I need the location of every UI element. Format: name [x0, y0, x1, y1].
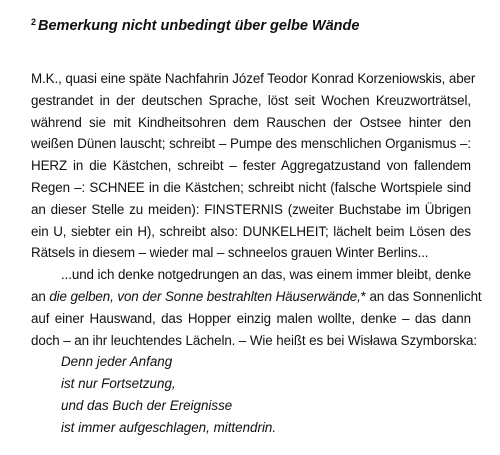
poem-quote [61, 351, 471, 438]
text-line: an dieser Stelle zu meiden): FINSTERNIS (zweiter Buchstabe im Übrigen [31, 201, 471, 217]
text-line: HERZ in die Kästchen, schreibt – fester Aggregatzustand von fallendem [31, 158, 471, 174]
text-line: auf einer Hauswand, das Hopper einzig malen wollte, denke – das dann [31, 310, 471, 326]
text-line-indented [31, 264, 471, 286]
heading-title: Bemerkung nicht unbedingt über gelbe Wände [38, 18, 360, 34]
document-page [31, 12, 482, 439]
text-line-content: * an das Sonnenlicht [360, 288, 482, 304]
paragraph-1 [31, 68, 476, 264]
text-line: ein U, siebter ein H), schreibt also: DUNKELHEIT; lächelt beim Lösen des [31, 223, 471, 239]
text-line: Rätsels in diesem – wieder mal – schneelos grauen Winter Berlins... [31, 245, 429, 261]
text-line: während sie mit Kindheitsohren dem Rauschen der Ostsee hinter den [31, 114, 471, 130]
section-heading [31, 12, 471, 36]
italic-quote: die gelben, von der Sonne bestrahlten Häuserwände, [49, 288, 361, 304]
paragraph-2 [31, 264, 482, 351]
text-line [31, 286, 482, 308]
text-line: weißen Dünen lauscht; schreibt – Pumpe des menschlichen Organismus –: [31, 136, 471, 152]
text-line-content: an [31, 288, 50, 304]
text-line: doch – an ihr leuchtendes Lächeln. – Wie heißt es bei Wisława Szymborska: [31, 332, 477, 348]
poem-line: ist immer aufgeschlagen, mittendrin. [61, 419, 277, 435]
poem-line: und das Buch der Ereignisse [61, 397, 233, 413]
text-line: Regen –: SCHNEE in die Kästchen; schreibt nicht (falsche Wortspiele sind [31, 179, 471, 195]
footnote-number: 2 [31, 17, 37, 27]
poem-line: ist nur Fortsetzung, [61, 376, 176, 392]
text-line-content: ...und ich denke notgedrungen an das, was einem immer bleibt, denke [61, 267, 472, 283]
poem-line: Denn jeder Anfang [61, 354, 173, 370]
text-line: gestrandet in der deutschen Sprache, löst seit Wochen Kreuzworträtsel, [31, 92, 471, 108]
text-line: M.K., quasi eine späte Nachfahrin Józef Teodor Konrad Korzeniowskis, aber [31, 71, 476, 86]
